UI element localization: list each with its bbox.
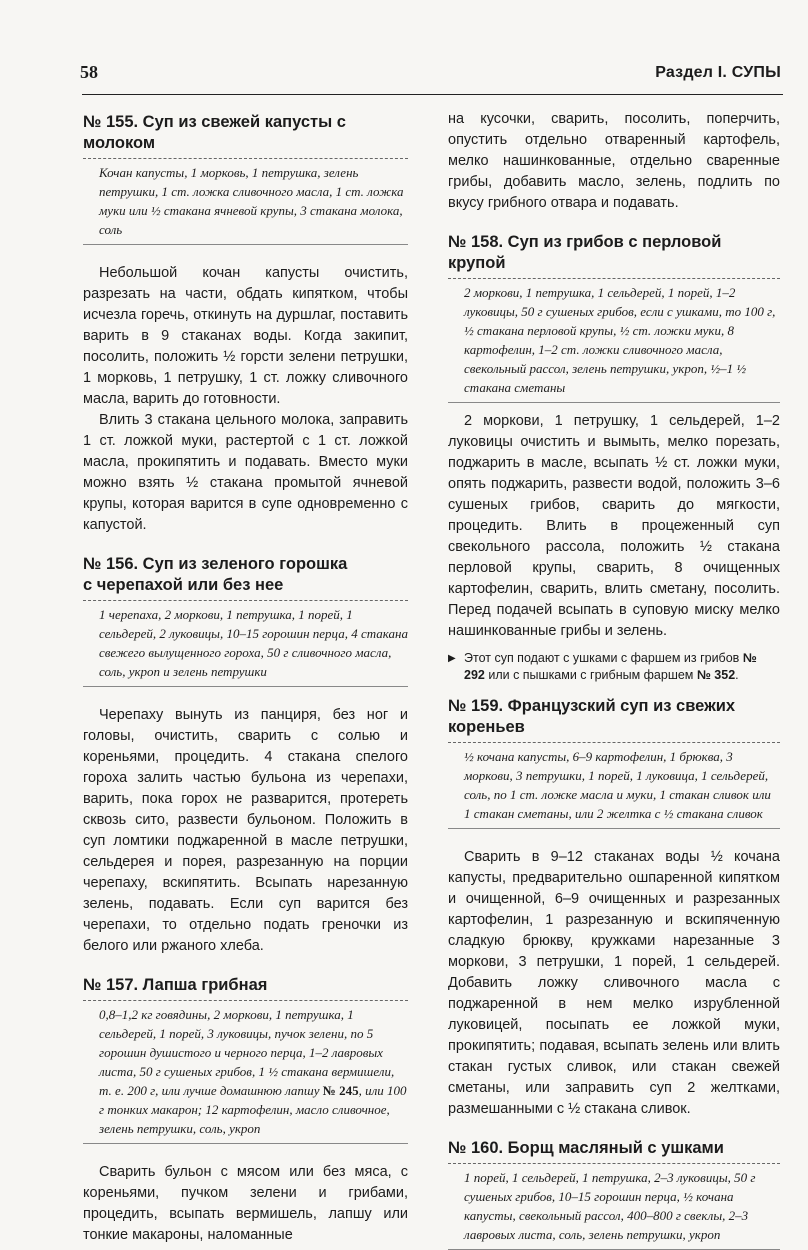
section-title: Раздел I. СУПЫ — [655, 64, 781, 81]
recipe-158-paragraph-1: 2 моркови, 1 петрушку, 1 сельдерей, 1–2 луковицы очистить и вымыть, мелко порезать, поджарить в масле, всыпать ½ ст. ложки муки, опять поджарить, развести водой, положить 3–6 сушеных грибов, сварить до мягкости, процедить. Влить в процеженный суп свекольного рассола, положить ½ стакана перловой крупы, сварить, 8 очищенных картофелин, сварить, влить сметану, посолить. Перед подачей всыпать в суповую миску мелко нашинкованные грибы и зелень. — [448, 413, 780, 639]
recipe-158-note-ref-1: № 292 — [464, 651, 757, 682]
recipe-160-title: № 160. Борщ масляный с ушками — [448, 1138, 780, 1164]
recipe-157-ingredients — [83, 1001, 408, 1144]
header-rule — [82, 94, 783, 95]
recipe-158-note-ref-2: № 352 — [696, 668, 736, 682]
recipe-155-ingredients: Кочан капусты, 1 морковь, 1 петрушка, зелень петрушки, 1 ст. ложка сливочного масла, 1 ст. ложка муки или ½ стакана ячневой крупы, 3 стакана молока, соль — [83, 159, 408, 245]
recipe-158-note-part-c: . — [735, 668, 739, 682]
recipe-156-ingredients: 1 черепаха, 2 моркови, 1 петрушка, 1 порей, 1 сельдерей, 2 луковицы, 10–15 горошин перца, 4 стакана свежего вылущенного гороха, 50 г сливочного масла, соль, укроп и зелень петрушки — [83, 601, 408, 687]
recipe-158-ingredients: 2 моркови, 1 петрушка, 1 сельдерей, 1 порей, 1–2 луковицы, 50 г сушеных грибов, если с ушками, то 100 г, ½ стакана перловой крупы, ½ ст. ложки муки, 8 картофелин, 1–2 ст. ложки сливочного масла, свекольный рассол, зелень петрушки, укроп, ½–1 ½ стакана сметаны — [448, 279, 780, 403]
recipe-157-ingredients-ref: № 245 — [322, 1083, 359, 1098]
recipe-159-title: № 159. Французский суп из свежих кореньев — [448, 696, 780, 743]
recipe-159-ingredients: ½ кочана капусты, 6–9 картофелин, 1 брюква, 3 моркови, 3 петрушки, 1 порей, 1 луковица, 1 сельдерей, соль, по 1 ст. ложке масла и муки, 1 стакан сливок или 1 стакан сметаны, или 2 желтка с ½ стакана сливок — [448, 743, 780, 829]
left-column — [83, 100, 408, 1246]
recipe-157-title: № 157. Лапша грибная — [83, 975, 408, 1001]
recipe-156-title-line-2: с черепахой или без нее — [83, 576, 284, 594]
page-number: 58 — [80, 62, 98, 82]
recipe-156-title — [83, 554, 408, 601]
right-column — [448, 109, 780, 1250]
recipe-157-paragraph-1: Сварить бульон с мясом или без мяса, с кореньями, пучком зелени и грибами, процедить, всыпать вермишель, лапшу или тонкие макароны, наломанные — [83, 1164, 408, 1243]
recipe-157-ingredients-part-b: , или 100 г тонких макарон; 12 картофелин, масло сливочное, зелень петрушки, соль, укроп — [99, 1083, 407, 1136]
recipe-158-note — [448, 650, 780, 684]
recipe-155-paragraph-1: Небольшой кочан капусты очистить, разрезать на части, обдать кипятком, чтобы исчезла горечь, откинуть на дуршлаг, поставить варить в 9 стаканах воды. Когда закипит, посолить, положить ½ горсти зелени петрушки, 1 морковь, 1 петрушку, 1 ст. ложку сливочного масла, варить до готовности. — [83, 265, 408, 407]
recipe-158-title: № 158. Суп из грибов с перловой крупой — [448, 232, 780, 279]
recipe-158-note-part-b: или с пышками с грибным фаршем — [484, 668, 697, 682]
recipe-155-title: № 155. Суп из свежей капусты с молоком — [83, 112, 408, 159]
recipe-157-paragraph-continued: на кусочки, сварить, посолить, поперчить, опустить отдельно отваренный картофель, мелко нашинкованные, отдельно сваренные грибы, добавить масло, зелень, подлить по вкусу грибного отвара и подавать. — [448, 111, 780, 211]
recipe-159-paragraph-1: Сварить в 9–12 стаканах воды ½ кочана капусты, предварительно ошпаренной кипятком и очищенной, 6–9 очищенных и разрезанных картофелин, 1 разрезанную и вскипяченную сладкую брюкву, кружками нарезанные 3 моркови, 3 петрушки, 1 порей, 1 сельдерей. Добавить ложку сливочного масла с поджаренной в нем мелко изрубленной луковицей, посыпать ее ложкой муки, прокипятить; подавая, всыпать зелень или влить стакан густых сливок, или стакан свежей сметаны, или заправить суп 2 желтками, размешанными с ½ стакана сливок. — [448, 849, 780, 1117]
recipe-156-title-line-1: № 156. Суп из зеленого горошка — [83, 555, 348, 573]
arrow-right-icon: ▶ — [448, 653, 456, 664]
recipe-156-paragraph-1: Черепаху вынуть из панциря, без ног и головы, очистить, сварить с солью и кореньями, процедить. 4 стакана спелого гороха залить частью бульона из черепахи, варить, пока горох не разварится, протереть сквозь сито, развести бульоном. Положить в суп ломтики поджаренной в масле петрушки, сельдерея и порея, разрезанную на порции черепаху, вскипятить. Всыпать нарезанную зелень, подавать. Если суп варится без черепахи, то отдельно подать греночки из белого или ржаного хлеба. — [83, 707, 408, 954]
recipe-158-note-part-a: Этот суп подают с ушками с фаршем из грибов — [464, 651, 743, 665]
recipe-160-ingredients: 1 порей, 1 сельдерей, 1 петрушка, 2–3 луковицы, 50 г сушеных грибов, 10–15 горошин перца, ½ кочана капусты, свекольный рассол, 400–800 г свеклы, 2–3 лавровых листа, соль, зелень петрушки, укроп — [448, 1164, 780, 1250]
recipe-155-paragraph-2: Влить 3 стакана цельного молока, заправить 1 ст. ложкой муки, растертой с 1 ст. ложкой масла, прокипятить и подавать. Вместо муки можно взять ½ стакана промытой ячневой крупы, которая варится в супе одновременно с капустой. — [83, 412, 408, 533]
recipe-157-ingredients-part-a: 0,8–1,2 кг говядины, 2 моркови, 1 петрушка, 1 сельдерей, 1 порей, 3 луковицы, пучок зелени, по 5 горошин душистого и черного перца, 1–2 лавровых листа, 50 г сушеных грибов, 1 ½ стакана вермишели, т. е. 200 г, или лучше домашнюю лапшу — [99, 1007, 395, 1098]
